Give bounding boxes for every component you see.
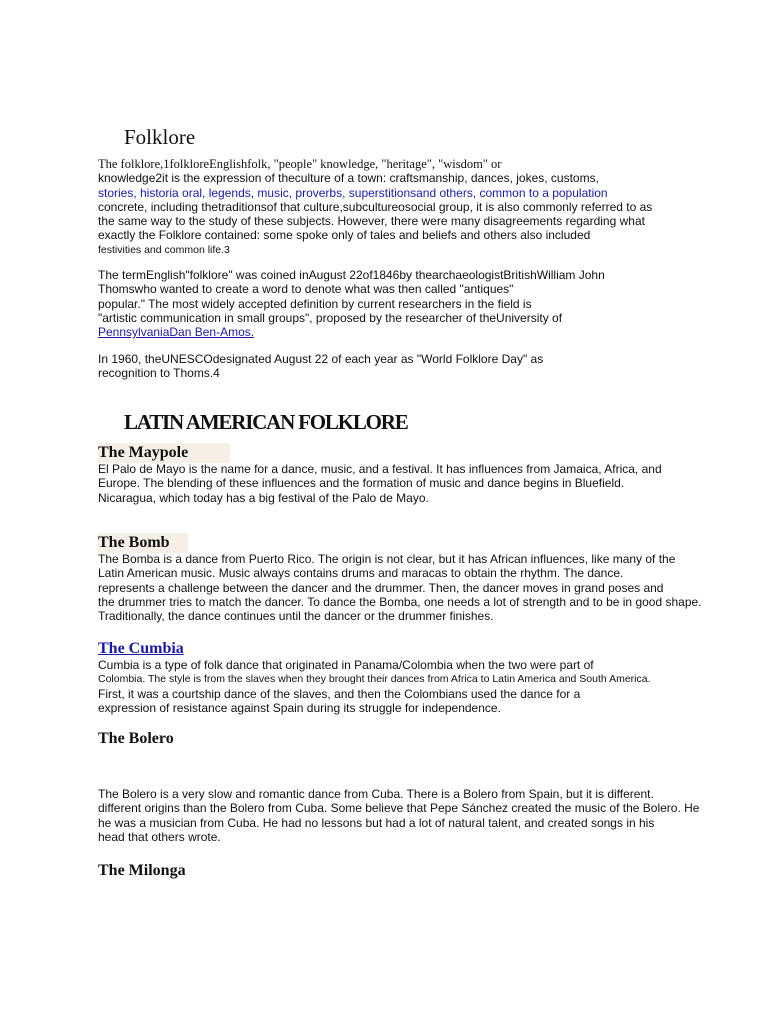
term-line-link[interactable]: PennsylvaniaDan Ben-Amos. (98, 325, 255, 340)
body-line: The Bolero is a very slow and romantic dance from Cuba. There is a Bolero from Spain, but it is different. (98, 787, 654, 801)
body-line: head that others wrote. (98, 829, 221, 844)
body-line: First, it was a courtship dance of the slaves, and then the Colombians used the dance for a (98, 686, 581, 701)
intro-line: The folklore,1folkloreEnglishfolk, "people" knowledge, "heritage", "wisdom" or (98, 157, 502, 171)
section-heading-bomb: The Bomb (98, 533, 188, 553)
section-title: LATIN AMERICAN FOLKLORE (124, 410, 408, 434)
page-title: Folklore (124, 125, 196, 149)
section-heading-bolero: The Bolero (98, 730, 174, 747)
body-line: different origins than the Bolero from Cuba. Some believe that Pepe Sánchez created the music of the Bolero. He (98, 801, 700, 816)
body-line: the drummer tries to match the dancer. To dance the Bomba, one needs a lot of strength and to be in good shape. (98, 594, 702, 609)
term-paragraph (98, 268, 678, 339)
intro-line: concrete, including thetraditionsof that culture,subcultureosocial group, it is also commonly referred to as (98, 199, 653, 214)
bolero-paragraph (98, 787, 700, 844)
unesco-line: recognition to Thoms.4 (98, 366, 220, 381)
body-line: Latin American music. Music always contains drums and maracas to obtain the rhythm. The dance. (98, 566, 624, 581)
body-line: represents a challenge between the dancer and the drummer. Then, the dancer moves in grand poses and (98, 580, 664, 595)
body-line: Traditionally, the dance continues until the dancer or the drummer finishes. (98, 609, 494, 624)
maypole-paragraph (98, 462, 678, 505)
term-line: "artistic communication in small groups", proposed by the researcher of theUniversity of (98, 310, 563, 325)
body-line: he was a musician from Cuba. He had no lessons but had a lot of natural talent, and created songs in his (98, 815, 655, 830)
intro-line: exactly the Folklore contained: some spoke only of tales and beliefs and others also included (98, 228, 591, 243)
intro-line: knowledge2it is the expression of theculture of a town: craftsmanship, dances, jokes, customs, (98, 171, 599, 186)
intro-paragraph (98, 157, 678, 257)
body-line: Europe. The blending of these influences and the formation of music and dance begins in Bluefield. (98, 476, 625, 491)
term-line: popular." The most widely accepted definition by current researchers in the field is (98, 296, 532, 311)
term-line: Thomswho wanted to create a word to denote what was then called "antiques" (98, 282, 514, 297)
term-line: The termEnglish"folklore" was coined inAugust 22of1846by thearchaeologistBritishWilliam John (98, 268, 605, 282)
intro-line: festivities and common life.3 (98, 243, 230, 256)
intro-line[interactable]: stories, historia oral, legends, music, proverbs, superstitionsand others, common to a population (98, 185, 608, 200)
cumbia-paragraph (98, 658, 678, 715)
body-line: Nicaragua, which today has a big festival of the Palo de Mayo. (98, 490, 429, 505)
body-line: The Bomba is a dance from Puerto Rico. The origin is not clear, but it has African influences, like many of the (98, 552, 676, 566)
unesco-paragraph (98, 352, 678, 381)
section-heading-cumbia[interactable]: The Cumbia (98, 640, 184, 657)
body-line: Colombia. The style is from the slaves when they brought their dances from Africa to Latin America and South America. (98, 673, 651, 686)
section-heading-milonga: The Milonga (98, 862, 186, 879)
intro-line: the same way to the study of these subjects. However, there were many disagreements regarding what (98, 214, 645, 229)
unesco-line: In 1960, theUNESCOdesignated August 22 of each year as "World Folklore Day" as (98, 352, 544, 366)
body-line: expression of resistance against Spain during its struggle for independence. (98, 700, 501, 715)
body-line: Cumbia is a type of folk dance that originated in Panama/Colombia when the two were part of (98, 658, 594, 672)
body-line: El Palo de Mayo is the name for a dance, music, and a festival. It has influences from Jamaica, Africa, and (98, 462, 662, 476)
section-heading-maypole: The Maypole (98, 443, 230, 463)
bomb-paragraph (98, 552, 702, 624)
